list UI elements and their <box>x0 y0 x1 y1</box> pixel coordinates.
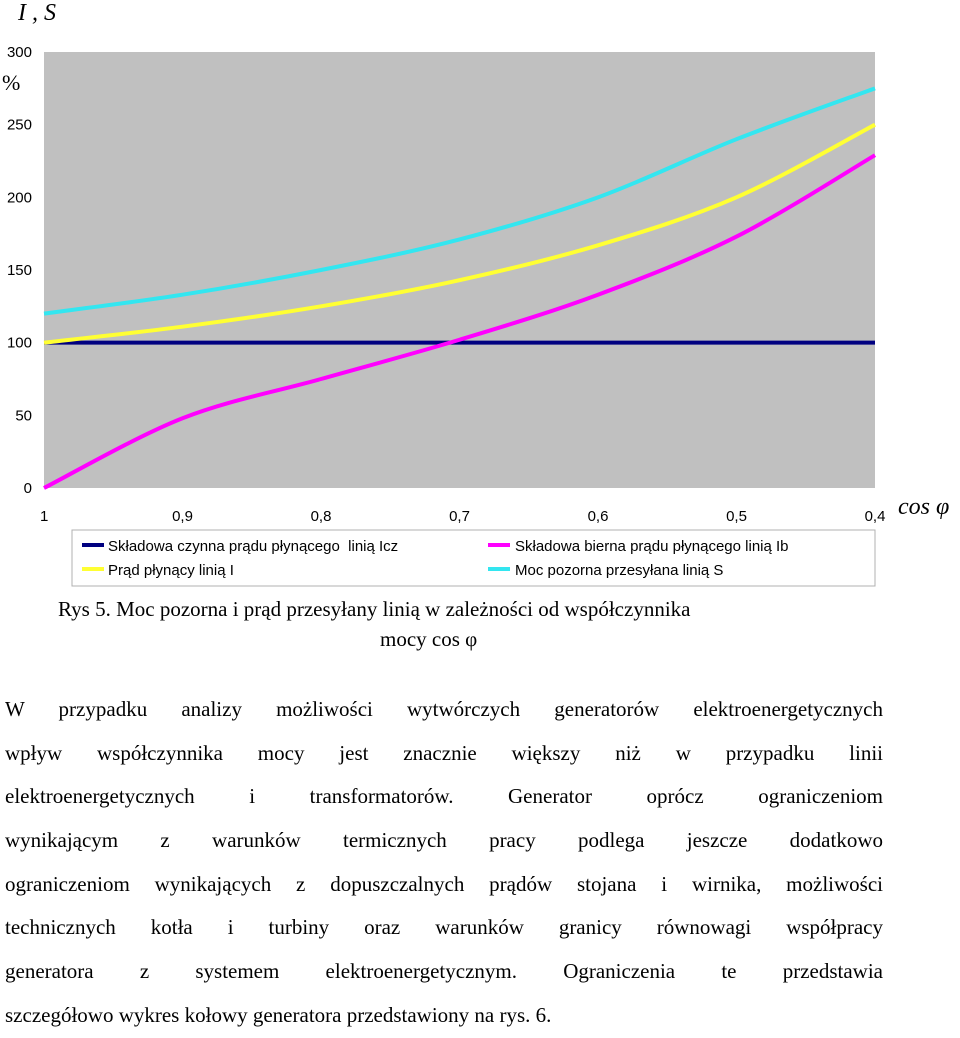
y-tick-label: 150 <box>6 262 32 279</box>
paragraph-line: ograniczeniom wynikających z dopuszczalnych prądów stojana i wirnika, możliwości <box>5 871 883 896</box>
legend <box>72 530 875 586</box>
paragraph-line: generatora z systemem elektroenergetycznym. Ograniczenia te przedstawia <box>5 959 883 984</box>
x-tick-label: 0,4 <box>864 508 886 525</box>
x-axis-title: cos φ <box>898 494 950 520</box>
legend-label-icz: Składowa czynna prądu płynącego linią Icz <box>108 538 399 555</box>
y-tick-label: 250 <box>6 116 32 134</box>
paragraph-line: szczegółowo wykres kołowy generatora przedstawiony na rys. 6. <box>5 1002 552 1027</box>
body-paragraph <box>5 688 883 1038</box>
y-tick-label: 50 <box>15 407 32 425</box>
y-axis-title: I , S <box>18 0 56 26</box>
y-tick-label: 300 <box>6 44 32 61</box>
legend-label-s: Moc pozorna przesyłana linią S <box>515 562 724 579</box>
y-tick-labels <box>7 44 32 497</box>
y-tick-label: 0 <box>23 480 32 497</box>
legend-label-ib: Składowa bierna prądu płynącego linią Ib <box>515 538 789 555</box>
x-tick-label: 1 <box>40 508 49 525</box>
x-tick-label: 0,9 <box>172 508 193 525</box>
figure-caption-line-2: mocy cos φ <box>380 627 478 651</box>
paragraph-line: W przypadku analizy możliwości wytwórczych generatorów elektroenergetycznych <box>5 697 883 721</box>
x-tick-labels <box>40 508 885 525</box>
y-unit-label: % <box>2 70 21 95</box>
y-tick-label: 200 <box>6 189 32 207</box>
y-tick-label: 100 <box>6 334 32 352</box>
paragraph-line: technicznych kotła i turbiny oraz warunków granicy równowagi współpracy <box>5 915 883 940</box>
x-tick-label: 0,6 <box>587 508 609 525</box>
x-tick-label: 0,5 <box>726 508 747 525</box>
figure-caption-line-1: Rys 5. Moc pozorna i prąd przesyłany linią w zależności od współczynnika <box>58 597 691 621</box>
paragraph-line: wynikającym z warunków termicznych pracy podlega jeszcze dodatkowo <box>5 828 883 853</box>
figure-caption <box>58 594 858 654</box>
paragraph-line: elektroenergetycznych i transformatorów. Generator oprócz ograniczeniom <box>5 784 883 809</box>
x-tick-label: 0,7 <box>449 508 470 525</box>
legend-label-i: Prąd płynący linią I <box>108 562 234 579</box>
paragraph-line: wpływ współczynnika mocy jest znacznie większy niż w przypadku linii <box>5 740 883 765</box>
x-tick-label: 0,8 <box>310 508 332 525</box>
